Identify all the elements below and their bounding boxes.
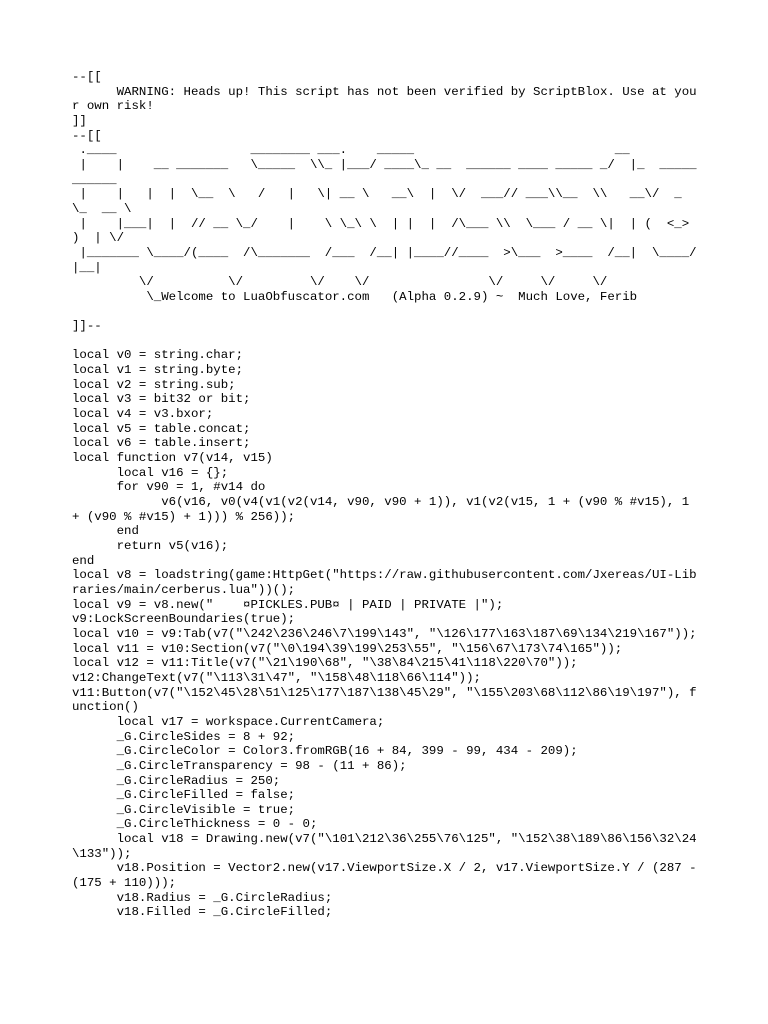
banner-line: .____ ________ ___. _____ __	[72, 143, 757, 158]
code-line: v18.Radius = _G.CircleRadius;	[72, 890, 333, 905]
code-line: _G.CircleFilled = false;	[72, 788, 296, 803]
code-line: end	[72, 524, 139, 539]
code-line: _G.CircleColor = Color3.fromRGB(16 + 84, 399 - 99, 434 - 209);	[72, 744, 578, 759]
code-line: local v11 = v10:Section(v7("\0\194\39\199\253\55", "\156\67\173\74\165"));	[72, 641, 623, 656]
code-line: local v18 = Drawing.new(v7("\101\212\36\255\76\125", "\152\38\189\86\156\32\24\133"));	[72, 832, 697, 861]
code-line: v12:ChangeText(v7("\113\31\47", "\158\48\118\66\114"));	[72, 670, 481, 685]
header-line: ]]	[72, 113, 87, 128]
code-line: local v8 = loadstring(game:HttpGet("https://raw.githubusercontent.com/Jxereas/UI-Libraries/main/cerberus.lua"))();	[72, 568, 697, 597]
header-line: --[[	[72, 128, 102, 143]
code-line: _G.CircleThickness = 0 - 0;	[72, 817, 318, 832]
code-line: v6(v16, v0(v4(v1(v2(v14, v90, v90 + 1)), v1(v2(v15, 1 + (v90 % #v15), 1 + (v90 % #v15) + 1))) % 256));	[72, 495, 697, 524]
code-line: v9:LockScreenBoundaries(true);	[72, 612, 296, 627]
code-line: local v9 = v8.new(" ¤PICKLES.PUB¤ | PAID | PRIVATE |");	[72, 597, 504, 612]
code-line: _G.CircleTransparency = 98 - (11 + 86);	[72, 758, 407, 773]
banner-line: | | | | \__ \ / | \| __ \ __\ | \/ ___// ___\\__ \\ __\/ _ \_ __ \	[72, 187, 690, 216]
banner-welcome-line: \_Welcome to LuaObfuscator.com (Alpha 0.2.9) ~ Much Love, Ferib	[72, 289, 645, 304]
code-line: local v16 = {};	[72, 465, 229, 480]
code-line: return v5(v16);	[72, 539, 229, 553]
code-line: local v10 = v9:Tab(v7("\242\236\246\7\199\143", "\126\177\163\187\69\134\219\167"));	[72, 626, 697, 641]
code-line: v18.Position = Vector2.new(v17.ViewportSize.X / 2, v17.ViewportSize.Y / (287 - (175 + 110)));	[72, 861, 705, 891]
code-line: local v2 = string.sub;	[72, 377, 236, 392]
banner-line: \/ \/ \/ \/ \/ \/ \/	[72, 275, 757, 290]
code-line: local v6 = table.insert;	[72, 436, 251, 451]
code-line: _G.CircleVisible = true;	[72, 802, 296, 817]
code-line: local function v7(v14, v15)	[72, 451, 273, 466]
code-line: end	[72, 553, 95, 568]
code-line: local v1 = string.byte;	[72, 363, 244, 378]
code-line: local v17 = workspace.CurrentCamera;	[72, 714, 385, 729]
code-line: local v5 = table.concat;	[72, 421, 251, 436]
banner-line: |_______ \____/(____ /\_______ /___ /__| |____//____ >\___ >____ /__| \____/|__|	[72, 245, 697, 275]
code-line: local v3 = bit32 or bit;	[72, 392, 251, 407]
code-line: local v4 = v3.bxor;	[72, 407, 214, 422]
code-line: local v12 = v11:Title(v7("\21\190\68", "\38\84\215\41\118\220\70"));	[72, 656, 578, 671]
code-line: v11:Button(v7("\152\45\28\51\125\177\187\138\45\29", "\155\203\68\112\86\19\197"), function()	[72, 685, 697, 715]
code-line: ]]--	[72, 319, 102, 334]
banner-line: | | __ _______ \_____ \\_ |___/ ____\_ __ ______ ____ _____ _/ |_ ___________	[72, 157, 697, 187]
script-header	[72, 70, 757, 920]
banner-line: | |___| | // __ \_/ | \ \_\ \ | | | /\___ \\ \___ / __ \| | ( <_> ) | \/	[72, 216, 697, 246]
code-line: local v0 = string.char;	[72, 348, 244, 363]
code-line: for v90 = 1, #v14 do	[72, 480, 266, 495]
code-line: _G.CircleRadius = 250;	[72, 773, 281, 788]
code-line: _G.CircleSides = 8 + 92;	[72, 729, 296, 744]
code-line: v18.Filled = _G.CircleFilled;	[72, 905, 333, 920]
document-page	[72, 70, 757, 920]
header-line: WARNING: Heads up! This script has not been verified by ScriptBlox. Use at your own risk!	[72, 84, 697, 114]
header-line: --[[	[72, 70, 102, 84]
code-body	[72, 319, 704, 919]
